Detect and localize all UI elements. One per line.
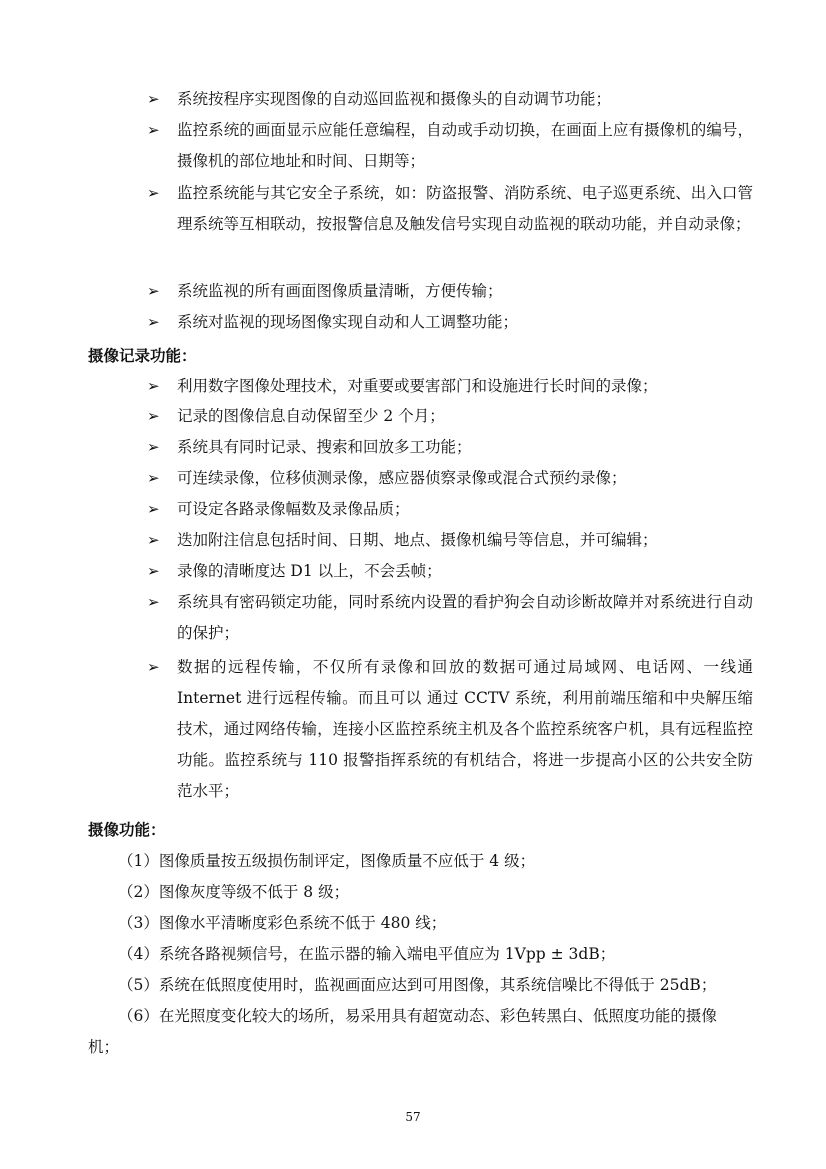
bullet-text: 系统具有同时记录、搜索和回放多工功能； [177,438,472,456]
bullet-arrow-icon: ➢ [147,184,160,202]
bullet-text: 可设定各路录像幅数及录像品质； [177,500,410,518]
bullet-text: 系统对监视的现场图像实现自动和人工调整功能； [177,313,519,331]
numbered-item: （6）在光照度变化较大的场所，易采用具有超宽动态、彩色转黑白、低照度功能的摄像 [118,1007,717,1025]
numbered-item: （2）图像灰度等级不低于 8 级； [118,883,350,901]
bullet-text: 利用数字图像处理技术，对重要或要害部门和设施进行长时间的录像； [177,377,658,395]
bullet-text: 监控系统能与其它安全子系统，如：防盗报警、消防系统、电子巡更系统、出入口管理系统等互相联动，按报警信息及触发信号实现自动监视的联动功能，并自动录像； [177,184,753,233]
bullet-text: 监控系统的画面显示应能任意编程，自动或手动切换，在画面上应有摄像机的编号，摄像机的部位地址和时间、日期等； [177,121,753,170]
bullet-text: 数据的远程传输，不仅所有录像和回放的数据可通过局域网、电话网、一线通 Internet 进行远程传输。而且可以 通过 CCTV 系统，利用前端压缩和中央解压缩技术，通过网络传输，连接小区监控系统主机及各个监控系统客户机，具有远程监控功能。监控系统与 110 报警指挥系统的有机结合，将进一步提高小区的公共安全防范水平； [177,658,753,800]
bullet-arrow-icon: ➢ [147,90,160,108]
bullet-arrow-icon: ➢ [147,377,160,395]
bullet-item [147,84,753,115]
numbered-item-continuation: 机； [88,1038,120,1056]
bullet-text: 迭加附注信息包括时间、日期、地点、摄像机编号等信息，并可编辑； [177,531,658,549]
bullet-text: 系统监视的所有画面图像质量清晰，方便传输； [177,282,503,300]
bullet-text: 系统按程序实现图像的自动巡回监视和摄像头的自动调节功能； [177,90,612,108]
bullet-item [147,587,753,649]
bullet-item [147,556,753,587]
bullet-item [147,525,753,556]
bullet-arrow-icon: ➢ [147,469,160,487]
bullet-item [147,463,753,494]
numbered-item: （5）系统在低照度使用时，监视画面应达到可用图像，其系统信噪比不得低于 25dB； [118,976,717,994]
bullet-arrow-icon: ➢ [147,658,160,676]
bullet-arrow-icon: ➢ [147,407,160,425]
bullet-text: 系统具有密码锁定功能，同时系统内设置的看护狗会自动诊断故障并对系统进行自动的保护； [177,593,753,642]
bullet-arrow-icon: ➢ [147,562,160,580]
bullet-item [147,432,753,463]
bullet-arrow-icon: ➢ [147,438,160,456]
bullet-item [147,652,753,807]
section-heading-record: 摄像记录功能： [88,346,197,365]
bullet-item [147,178,753,240]
numbered-item: （3）图像水平清晰度彩色系统不低于 480 线； [118,914,447,932]
numbered-item: （1）图像质量按五级损伤制评定，图像质量不应低于 4 级； [118,852,536,870]
bullet-text: 记录的图像信息自动保留至少 2 个月； [177,407,445,425]
bullet-item [147,401,753,432]
bullet-item [147,307,753,338]
bullet-arrow-icon: ➢ [147,531,160,549]
bullet-text: 录像的清晰度达 D1 以上，不会丢帧； [177,562,442,580]
bullet-item [147,494,753,525]
numbered-item: （4）系统各路视频信号，在监示器的输入端电平值应为 1Vpp ± 3dB； [118,945,616,963]
page-number: 57 [405,1110,421,1124]
bullet-arrow-icon: ➢ [147,500,160,518]
bullet-item [147,371,753,402]
bullet-arrow-icon: ➢ [147,121,160,139]
bullet-item [147,276,753,307]
bullet-arrow-icon: ➢ [147,593,160,611]
bullet-arrow-icon: ➢ [147,313,160,331]
bullet-arrow-icon: ➢ [147,282,160,300]
bullet-item [147,115,753,177]
section-heading-camera: 摄像功能： [88,820,166,839]
bullet-text: 可连续录像，位移侦测录像，感应器侦察录像或混合式预约录像； [177,469,627,487]
